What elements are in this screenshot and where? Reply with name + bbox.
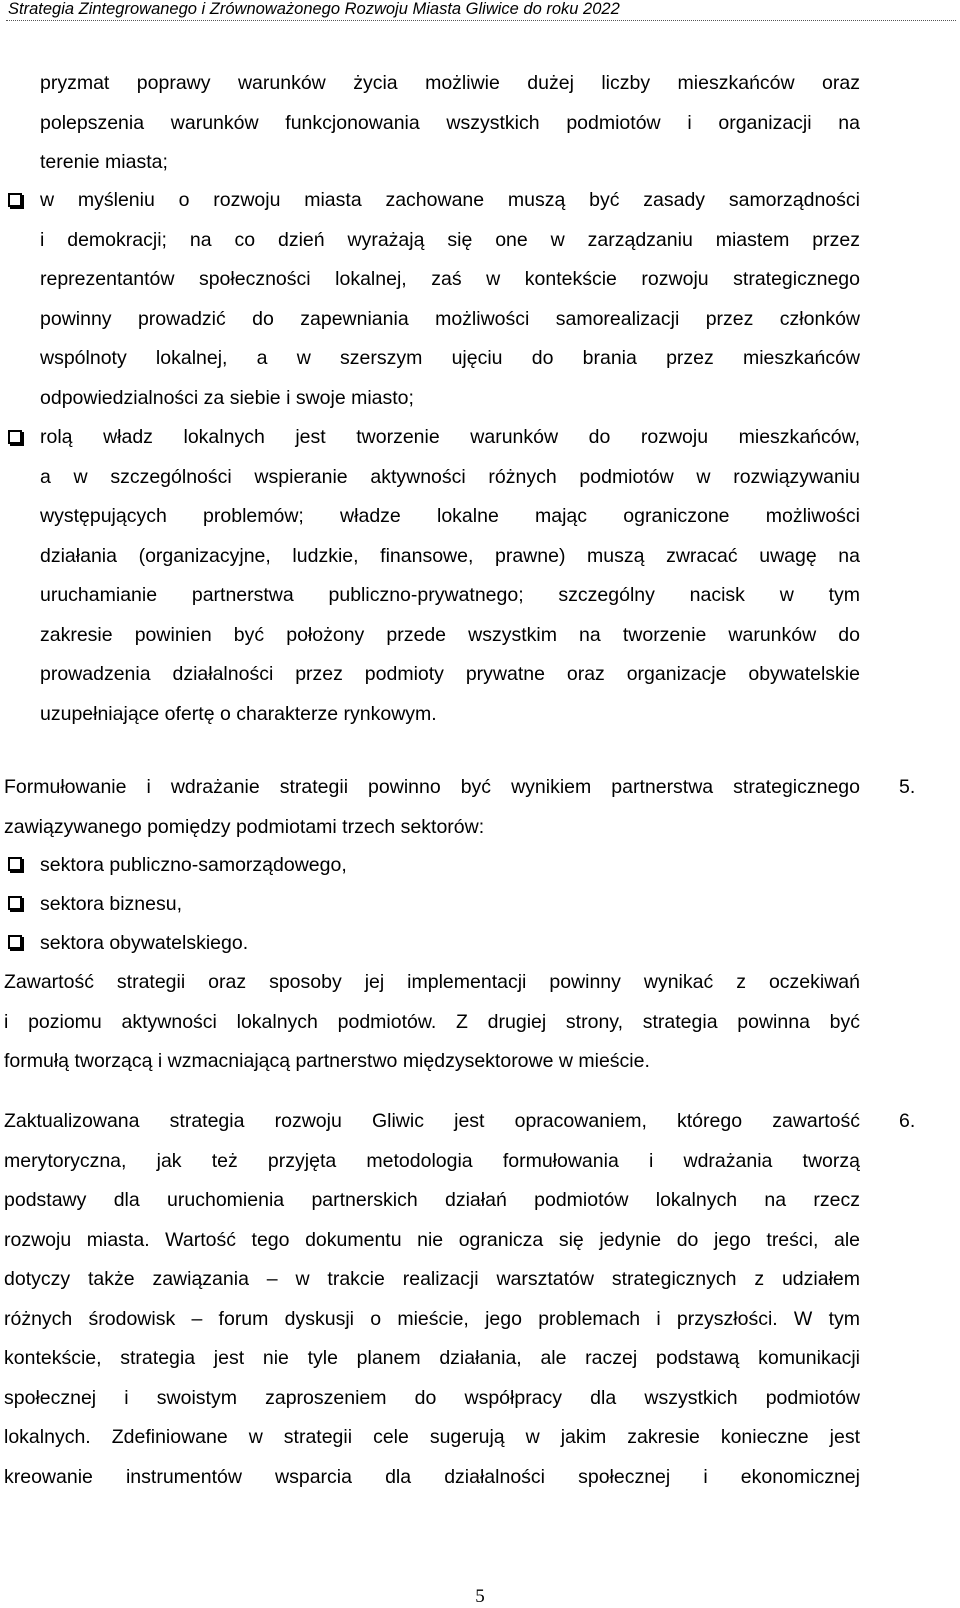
- page-header: [6, 0, 956, 21]
- page-number: 5: [475, 1586, 485, 1607]
- text-line: Formułowanie i wdrażanie strategii powinno być wynikiem partnerstwa strategicznego: [4, 776, 860, 798]
- text-line: odpowiedzialności za siebie i swoje miasto;: [40, 386, 414, 409]
- text-line: kontekście, strategia jest nie tyle planem działania, ale raczej podstawą komunikacji: [4, 1347, 860, 1369]
- text-line: wspólnoty lokalnej, a w szerszym ujęciu do brania przez mieszkańców: [40, 347, 860, 369]
- text-line: rozwoju miasta. Wartość tego dokumentu nie ogranicza się jedynie do jego treści, ale: [4, 1228, 860, 1251]
- text-line: Zaktualizowana strategia rozwoju Gliwic jest opracowaniem, którego zawartość: [4, 1110, 860, 1132]
- point-number: 5.: [899, 776, 916, 798]
- text-line: w myśleniu o rozwoju miasta zachowane muszą być zasady samorządności: [40, 189, 860, 211]
- text-line: rolą władz lokalnych jest tworzenie warunków do rozwoju mieszkańców,: [40, 426, 860, 448]
- text-line: uruchamianie partnerstwa publiczno-prywatnego; szczególny nacisk w tym: [40, 584, 860, 606]
- point-number: 6.: [899, 1110, 916, 1132]
- text-line: merytoryczna, jak też przyjęta metodologia formułowania i wdrażania tworzą: [4, 1149, 860, 1172]
- text-line: sektora biznesu,: [40, 893, 182, 915]
- text-line: i demokracji; na co dzień wyrażają się one w zarządzaniu miastem przez: [40, 228, 860, 251]
- text-line: prowadzenia działalności przez podmioty prywatne oraz organizacje obywatelskie: [40, 663, 860, 685]
- text-line: zakresie powinien być położony przede wszystkim na tworzenie warunków do: [40, 623, 860, 646]
- text-line: powinny prowadzić do zapewniania możliwości samorealizacji przez członków: [40, 307, 860, 330]
- point-6-paragraph: [4, 1102, 860, 1497]
- point-5-closing: [4, 963, 860, 1082]
- text-line: terenie miasta;: [40, 151, 168, 173]
- document-title: Strategia Zintegrowanego i Zrównoważonego Rozwoju Miasta Gliwice do roku 2022: [8, 0, 620, 18]
- text-line: społecznej i swoistym zaproszeniem do współpracy dla wszystkich podmiotów: [4, 1386, 860, 1409]
- bullet-item: [40, 418, 860, 734]
- text-line: lokalnych. Zdefiniowane w strategii cele sugerują w jakim zakresie konieczne jest: [4, 1426, 860, 1448]
- checkbox-bullet-icon: [8, 896, 22, 910]
- text-line: Zawartość strategii oraz sposoby jej implementacji powinny wynikać z oczekiwań: [4, 971, 860, 993]
- text-line: występujących problemów; władze lokalne mając ograniczone możliwości: [40, 505, 860, 527]
- text-line: dotyczy także zawiązania – w trakcie realizacji warsztatów strategicznych z udziałem: [4, 1268, 860, 1290]
- text-line: polepszenia warunków funkcjonowania wszystkich podmiotów i organizacji na: [40, 111, 860, 134]
- text-line: pryzmat poprawy warunków życia możliwie dużej liczby mieszkańców oraz: [40, 72, 860, 94]
- checkbox-bullet-icon: [8, 935, 22, 949]
- text-line: reprezentantów społeczności lokalnej, zaś w kontekście rozwoju strategicznego: [40, 268, 860, 290]
- sector-item: [40, 846, 860, 886]
- checkbox-bullet-icon: [8, 857, 22, 871]
- sector-item: [40, 885, 860, 925]
- point-5-intro: [4, 768, 860, 847]
- bullet-item: [40, 181, 860, 418]
- text-line: sektora obywatelskiego.: [40, 932, 249, 954]
- checkbox-bullet-icon: [8, 193, 22, 207]
- checkbox-bullet-icon: [8, 430, 22, 444]
- continuation-paragraph: [40, 64, 860, 183]
- text-line: sektora publiczno-samorządowego,: [40, 854, 347, 876]
- sector-item: [40, 924, 860, 964]
- text-line: zawiązywanego pomiędzy podmiotami trzech sektorów:: [4, 815, 485, 838]
- text-line: działania (organizacyjne, ludzkie, finansowe, prawne) muszą zwracać uwagę na: [40, 544, 860, 567]
- text-line: różnych środowisk – forum dyskusji o mieście, jego problemach i przyszłości. W tym: [4, 1307, 860, 1330]
- text-line: a w szczególności wspieranie aktywności różnych podmiotów w rozwiązywaniu: [40, 465, 860, 488]
- text-line: i poziomu aktywności lokalnych podmiotów. Z drugiej strony, strategia powinna być: [4, 1010, 860, 1033]
- text-line: kreowanie instrumentów wsparcia dla działalności społecznej i ekonomicznej: [4, 1465, 860, 1488]
- text-line: podstawy dla uruchomienia partnerskich działań podmiotów lokalnych na rzecz: [4, 1189, 860, 1211]
- text-line: formułą tworzącą i wzmacniającą partnerstwo międzysektorowe w mieście.: [4, 1050, 650, 1072]
- text-line: uzupełniające ofertę o charakterze rynkowym.: [40, 702, 437, 725]
